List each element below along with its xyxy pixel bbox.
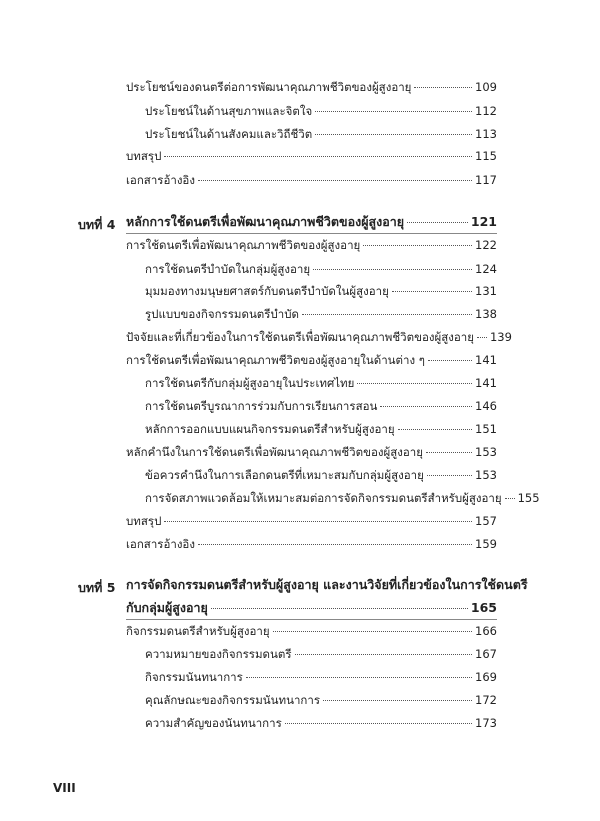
toc-entry-page: 141	[475, 376, 497, 390]
toc-entry	[145, 491, 540, 505]
chapter-title: การจัดกิจกรรมดนตรีสำหรับผู้สูงอายุ และงานวิจัยที่เกี่ยวข้องในการใช้ดนตรี	[126, 577, 528, 592]
toc-entry	[145, 716, 497, 730]
toc-entry	[145, 262, 497, 276]
toc-entry-title: หลักการออกแบบแผนกิจกรรมดนตรีสำหรับผู้สูงอายุ	[145, 422, 395, 436]
toc-entry-title: ข้อควรคำนึงในการเลือกดนตรีที่เหมาะสมกับกลุ่มผู้สูงอายุ	[145, 468, 424, 482]
toc-entry	[145, 284, 497, 298]
dot-leader	[426, 452, 472, 453]
dot-leader	[357, 383, 472, 384]
divider	[126, 233, 497, 234]
toc-entry-title: หลักคำนึงในการใช้ดนตรีเพื่อพัฒนาคุณภาพชีวิตของผู้สูงอายุ	[126, 445, 423, 459]
chapter-page: 121	[470, 214, 497, 229]
chapter-title-row	[126, 215, 497, 229]
toc-entry-title: ประโยชน์ในด้านสุขภาพและจิตใจ	[145, 104, 313, 118]
chapter-title: หลักการใช้ดนตรีเพื่อพัฒนาคุณภาพชีวิตของผู้สูงอายุ	[126, 214, 405, 229]
dot-leader	[164, 156, 472, 157]
toc-entry	[145, 376, 497, 390]
toc-entry-page: 131	[475, 284, 497, 298]
toc-entry-title: ความหมายของกิจกรรมดนตรี	[145, 647, 292, 661]
toc-entry	[145, 127, 497, 141]
toc-entry-page: 153	[475, 468, 497, 482]
toc-entry-title: การใช้ดนตรีบูรณาการร่วมกับการเรียนการสอน	[145, 399, 378, 413]
toc-entry	[126, 80, 497, 94]
chapter-title-line1	[126, 577, 528, 592]
dot-leader	[477, 337, 487, 338]
toc-entry-page: 113	[475, 127, 497, 141]
dot-leader	[273, 631, 472, 632]
toc-entry-title: รูปแบบของกิจกรรมดนตรีบำบัด	[145, 307, 299, 321]
dot-leader	[211, 608, 468, 609]
toc-entry	[145, 104, 497, 118]
toc-entry-page: 153	[475, 445, 497, 459]
toc-entry	[145, 468, 497, 482]
dot-leader	[198, 544, 472, 545]
toc-entry-page: 115	[475, 149, 497, 163]
dot-leader	[302, 314, 472, 315]
dot-leader	[428, 360, 472, 361]
dot-leader	[505, 498, 515, 499]
toc-entry	[126, 149, 497, 163]
toc-entry	[145, 399, 497, 413]
dot-leader	[407, 222, 468, 223]
toc-entry	[145, 647, 497, 661]
chapter-number: บทที่ 4	[78, 217, 116, 232]
toc-entry-title: การใช้ดนตรีเพื่อพัฒนาคุณภาพชีวิตของผู้สูงอายุในด้านต่าง ๆ	[126, 353, 425, 367]
toc-entry-page: 146	[475, 399, 497, 413]
toc-entry-title: การใช้ดนตรีบำบัดในกลุ่มผู้สูงอายุ	[145, 262, 311, 276]
toc-entry-page: 124	[475, 262, 497, 276]
dot-leader	[285, 723, 472, 724]
dot-leader	[380, 406, 472, 407]
toc-entry-title: บทสรุป	[126, 514, 162, 528]
toc-entry-page: 159	[475, 537, 497, 551]
chapter-number: บทที่ 5	[78, 580, 116, 595]
toc-entry-title: ความสำคัญของนันทนาการ	[145, 716, 282, 730]
dot-leader	[414, 87, 472, 88]
toc-entry-title: การจัดสภาพแวดล้อมให้เหมาะสมต่อการจัดกิจกรรมดนตรีสำหรับผู้สูงอายุ	[145, 491, 502, 505]
toc-entry-title: กิจกรรมนันทนาการ	[145, 670, 243, 684]
toc-entry-title: บทสรุป	[126, 149, 162, 163]
toc-entry-page: 155	[517, 491, 540, 505]
chapter-title-row	[126, 601, 497, 615]
toc-entry-page: 172	[475, 693, 497, 707]
toc-entry-page: 138	[475, 307, 497, 321]
toc-entry	[126, 445, 497, 459]
toc-entry	[145, 670, 497, 684]
chapter-page: 165	[470, 600, 497, 615]
dot-leader	[295, 654, 473, 655]
toc-entry	[126, 330, 512, 344]
toc-entry-page: 122	[475, 238, 497, 252]
toc-entry	[126, 624, 497, 638]
toc-entry	[145, 693, 497, 707]
toc-entry-title: ปัจจัยและที่เกี่ยวข้องในการใช้ดนตรีเพื่อพัฒนาคุณภาพชีวิตของผู้สูงอายุ	[126, 330, 474, 344]
toc-entry-page: 169	[475, 670, 497, 684]
page-number: VIII	[53, 781, 76, 795]
toc-entry	[126, 514, 497, 528]
toc-entry-title: เอกสารอ้างอิง	[126, 173, 195, 187]
toc-entry	[145, 307, 497, 321]
dot-leader	[246, 677, 472, 678]
dot-leader	[392, 291, 472, 292]
toc-entry-page: 141	[475, 353, 497, 367]
toc-entry-page: 157	[475, 514, 497, 528]
toc-entry	[126, 173, 497, 187]
toc-entry-title: คุณลักษณะของกิจกรรมนันทนาการ	[145, 693, 320, 707]
toc-entry-title: เอกสารอ้างอิง	[126, 537, 195, 551]
dot-leader	[315, 134, 472, 135]
toc-entry-title: การใช้ดนตรีกับกลุ่มผู้สูงอายุในประเทศไทย	[145, 376, 355, 390]
dot-leader	[164, 521, 472, 522]
toc-entry-page: 166	[475, 624, 497, 638]
divider	[126, 619, 497, 620]
toc-entry-page: 151	[475, 422, 497, 436]
dot-leader	[315, 111, 472, 112]
toc-entry-page: 167	[475, 647, 497, 661]
toc-entry-title: กิจกรรมดนตรีสำหรับผู้สูงอายุ	[126, 624, 270, 638]
dot-leader	[313, 269, 472, 270]
dot-leader	[363, 245, 472, 246]
dot-leader	[427, 475, 472, 476]
dot-leader	[198, 180, 472, 181]
toc-entry	[145, 422, 497, 436]
toc-entry-page: 112	[475, 104, 497, 118]
toc-entry-page: 117	[475, 173, 497, 187]
toc-entry	[126, 238, 497, 252]
toc-entry-title: ประโยชน์ในด้านสังคมและวิถีชีวิต	[145, 127, 313, 141]
dot-leader	[398, 429, 472, 430]
toc-entry-title: มุมมองทางมนุษยศาสตร์กับดนตรีบำบัดในผู้สูงอายุ	[145, 284, 389, 298]
toc-entry-title: ประโยชน์ของดนตรีต่อการพัฒนาคุณภาพชีวิตของผู้สูงอายุ	[126, 80, 412, 94]
toc-entry	[126, 537, 497, 551]
dot-leader	[323, 700, 472, 701]
chapter-title-continued: กับกลุ่มผู้สูงอายุ	[126, 600, 208, 615]
toc-entry-page: 139	[489, 330, 512, 344]
toc-entry-page: 109	[475, 80, 497, 94]
toc-entry	[126, 353, 497, 367]
toc-entry-title: การใช้ดนตรีเพื่อพัฒนาคุณภาพชีวิตของผู้สูงอายุ	[126, 238, 361, 252]
toc-entry-page: 173	[475, 716, 497, 730]
